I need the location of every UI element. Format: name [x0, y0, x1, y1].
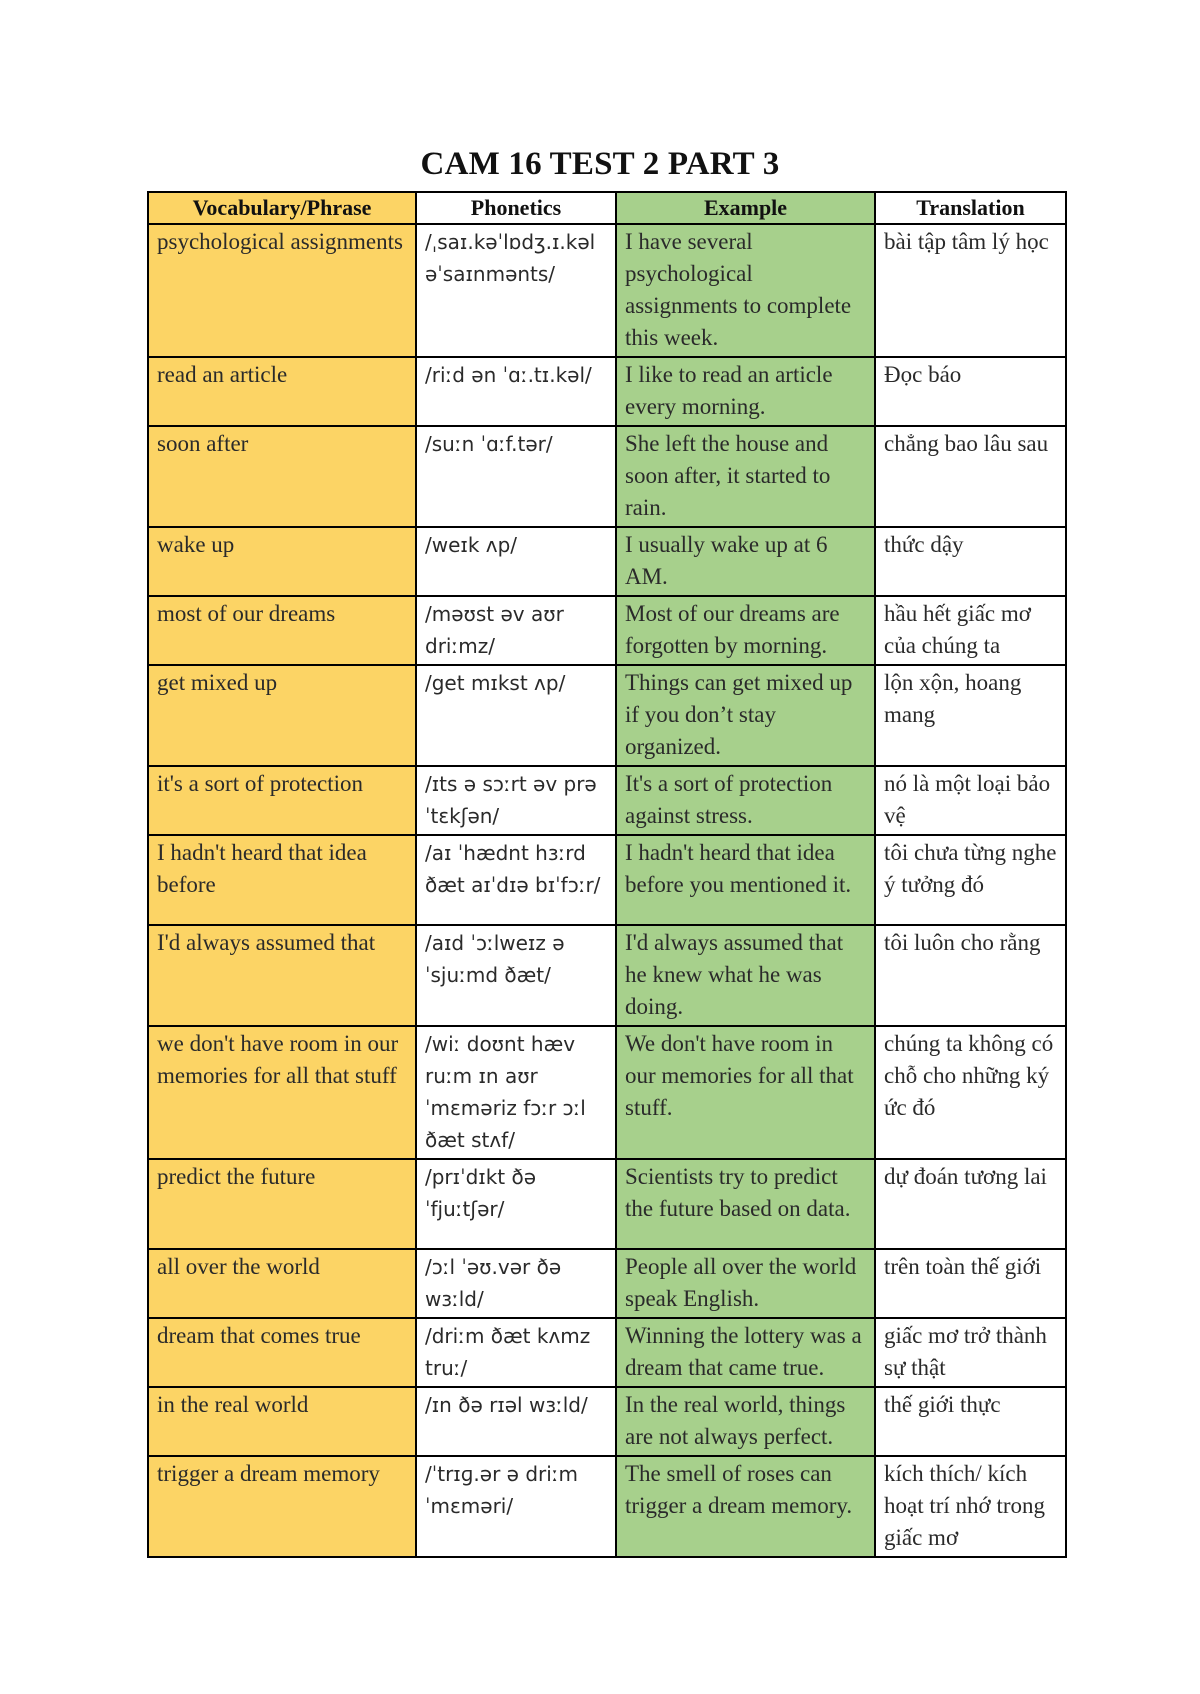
translation-cell: chúng ta không có chỗ cho những ký ức đó	[875, 1026, 1066, 1159]
translation-cell: trên toàn thế giới	[875, 1249, 1066, 1318]
phonetics-cell: /wiː doʊnt hæv ruːm ɪn aʊr ˈmɛməriz fɔːr ɔːl ðæt stʌf/	[416, 1026, 616, 1159]
example-cell: The smell of roses can trigger a dream memory.	[616, 1456, 875, 1557]
translation-cell: thức dậy	[875, 527, 1066, 596]
translation-cell: tôi luôn cho rằng	[875, 925, 1066, 1026]
translation-cell: bài tập tâm lý học	[875, 224, 1066, 357]
table-row	[148, 1249, 1066, 1318]
example-cell: We don't have room in our memories for all that stuff.	[616, 1026, 875, 1159]
header-vocabulary: Vocabulary/Phrase	[148, 192, 416, 224]
phonetics-cell: /ˌsaɪ.kəˈlɒdʒ.ɪ.kəl əˈsaɪnmənts/	[416, 224, 616, 357]
table-row	[148, 1387, 1066, 1456]
vocab-cell: soon after	[148, 426, 416, 527]
header-phonetics: Phonetics	[416, 192, 616, 224]
translation-cell: dự đoán tương lai	[875, 1159, 1066, 1249]
example-cell: I like to read an article every morning.	[616, 357, 875, 426]
example-cell: I have several psychological assignments to complete this week.	[616, 224, 875, 357]
phonetics-cell: /weɪk ʌp/	[416, 527, 616, 596]
table-row	[148, 596, 1066, 665]
phonetics-cell: /ɪn ðə rɪəl wɜːld/	[416, 1387, 616, 1456]
vocab-cell: in the real world	[148, 1387, 416, 1456]
table-row	[148, 426, 1066, 527]
example-cell: Things can get mixed up if you don’t stay organized.	[616, 665, 875, 766]
phonetics-cell: /ˈtrɪɡ.ər ə driːm ˈmɛməri/	[416, 1456, 616, 1557]
example-cell: Winning the lottery was a dream that came true.	[616, 1318, 875, 1387]
vocab-cell: it's a sort of protection	[148, 766, 416, 835]
vocab-cell: read an article	[148, 357, 416, 426]
phonetics-cell: /suːn ˈɑːf.tər/	[416, 426, 616, 527]
example-cell: I hadn't heard that idea before you mentioned it.	[616, 835, 875, 925]
example-cell: She left the house and soon after, it started to rain.	[616, 426, 875, 527]
translation-cell: nó là một loại bảo vệ	[875, 766, 1066, 835]
table-row	[148, 1159, 1066, 1249]
example-cell: I usually wake up at 6 AM.	[616, 527, 875, 596]
translation-cell: hầu hết giấc mơ của chúng ta	[875, 596, 1066, 665]
table-row	[148, 527, 1066, 596]
phonetics-cell: /ɔːl ˈəʊ.vər ðə wɜːld/	[416, 1249, 616, 1318]
vocab-cell: dream that comes true	[148, 1318, 416, 1387]
example-cell: In the real world, things are not always perfect.	[616, 1387, 875, 1456]
table-body	[148, 224, 1066, 1557]
table-row	[148, 766, 1066, 835]
translation-cell: chẳng bao lâu sau	[875, 426, 1066, 527]
phonetics-cell: /get mɪkst ʌp/	[416, 665, 616, 766]
table-header-row	[148, 192, 1066, 224]
table-row	[148, 1456, 1066, 1557]
vocab-cell: trigger a dream memory	[148, 1456, 416, 1557]
translation-cell: lộn xộn, hoang mang	[875, 665, 1066, 766]
table-row	[148, 224, 1066, 357]
page-title: CAM 16 TEST 2 PART 3	[420, 146, 780, 182]
example-cell: It's a sort of protection against stress.	[616, 766, 875, 835]
example-cell: Most of our dreams are forgotten by morning.	[616, 596, 875, 665]
translation-cell: thế giới thực	[875, 1387, 1066, 1456]
table-row	[148, 925, 1066, 1026]
header-example: Example	[616, 192, 875, 224]
table-row	[148, 1026, 1066, 1159]
example-cell: Scientists try to predict the future based on data.	[616, 1159, 875, 1249]
translation-cell: giấc mơ trở thành sự thật	[875, 1318, 1066, 1387]
vocab-cell: wake up	[148, 527, 416, 596]
vocab-cell: I'd always assumed that	[148, 925, 416, 1026]
table-row	[148, 835, 1066, 925]
translation-cell: tôi chưa từng nghe ý tưởng đó	[875, 835, 1066, 925]
vocab-cell: most of our dreams	[148, 596, 416, 665]
vocab-cell: I hadn't heard that idea before	[148, 835, 416, 925]
table-row	[148, 357, 1066, 426]
vocab-cell: all over the world	[148, 1249, 416, 1318]
translation-cell: Đọc báo	[875, 357, 1066, 426]
phonetics-cell: /aɪd ˈɔːlweɪz əˈsjuːmd ðæt/	[416, 925, 616, 1026]
vocabulary-table	[147, 191, 1067, 1558]
table-row	[148, 665, 1066, 766]
example-cell: I'd always assumed that he knew what he was doing.	[616, 925, 875, 1026]
phonetics-cell: /riːd ən ˈɑː.tɪ.kəl/	[416, 357, 616, 426]
vocab-cell: get mixed up	[148, 665, 416, 766]
table-row	[148, 1318, 1066, 1387]
phonetics-cell: /driːm ðæt kʌmz truː/	[416, 1318, 616, 1387]
header-translation: Translation	[875, 192, 1066, 224]
vocab-cell: we don't have room in our memories for all that stuff	[148, 1026, 416, 1159]
phonetics-cell: /məʊst əv aʊr driːmz/	[416, 596, 616, 665]
vocab-cell: predict the future	[148, 1159, 416, 1249]
phonetics-cell: /prɪˈdɪkt ðə ˈfjuːtʃər/	[416, 1159, 616, 1249]
example-cell: People all over the world speak English.	[616, 1249, 875, 1318]
vocab-cell: psychological assignments	[148, 224, 416, 357]
phonetics-cell: /aɪ ˈhædnt hɜːrd ðæt aɪˈdɪə bɪˈfɔːr/	[416, 835, 616, 925]
translation-cell: kích thích/ kích hoạt trí nhớ trong giấc mơ	[875, 1456, 1066, 1557]
phonetics-cell: /ɪts ə sɔːrt əv prəˈtɛkʃən/	[416, 766, 616, 835]
